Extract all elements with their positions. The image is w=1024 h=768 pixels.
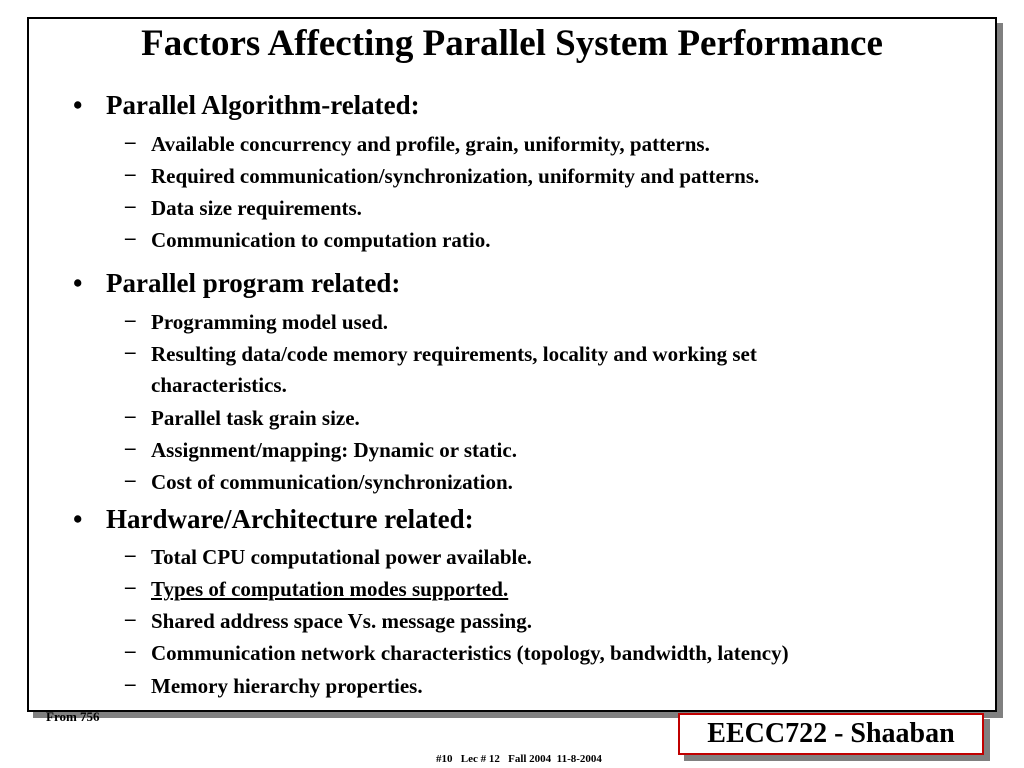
dash-icon: – <box>125 307 136 331</box>
slide-title: Factors Affecting Parallel System Performance <box>141 23 883 64</box>
section-heading: Parallel Algorithm-related: <box>106 90 420 120</box>
dash-icon: – <box>125 161 136 185</box>
dash-icon: – <box>125 606 136 630</box>
dash-icon: – <box>125 193 136 217</box>
dash-icon: – <box>125 638 136 662</box>
dash-icon: – <box>125 467 136 491</box>
bullet-icon: • <box>73 268 83 298</box>
dash-icon: – <box>125 403 136 427</box>
bullet-icon: • <box>73 504 83 534</box>
dash-icon: – <box>125 435 136 459</box>
dash-icon: – <box>125 339 136 363</box>
dash-icon: – <box>125 225 136 249</box>
logo-box <box>678 713 984 755</box>
dash-icon: – <box>125 671 136 695</box>
bullet-icon: • <box>73 90 83 120</box>
dash-icon: – <box>125 129 136 153</box>
dash-icon: – <box>125 574 136 598</box>
slide-footer: #10 Lec # 12 Fall 2004 11-8-2004 <box>436 753 602 765</box>
dash-icon: – <box>125 542 136 566</box>
logo-text: EECC722 - Shaaban <box>707 718 955 749</box>
section-heading: Hardware/Architecture related: <box>106 504 474 534</box>
section-heading: Parallel program related: <box>106 268 401 298</box>
from-note: From 756 <box>46 709 100 724</box>
